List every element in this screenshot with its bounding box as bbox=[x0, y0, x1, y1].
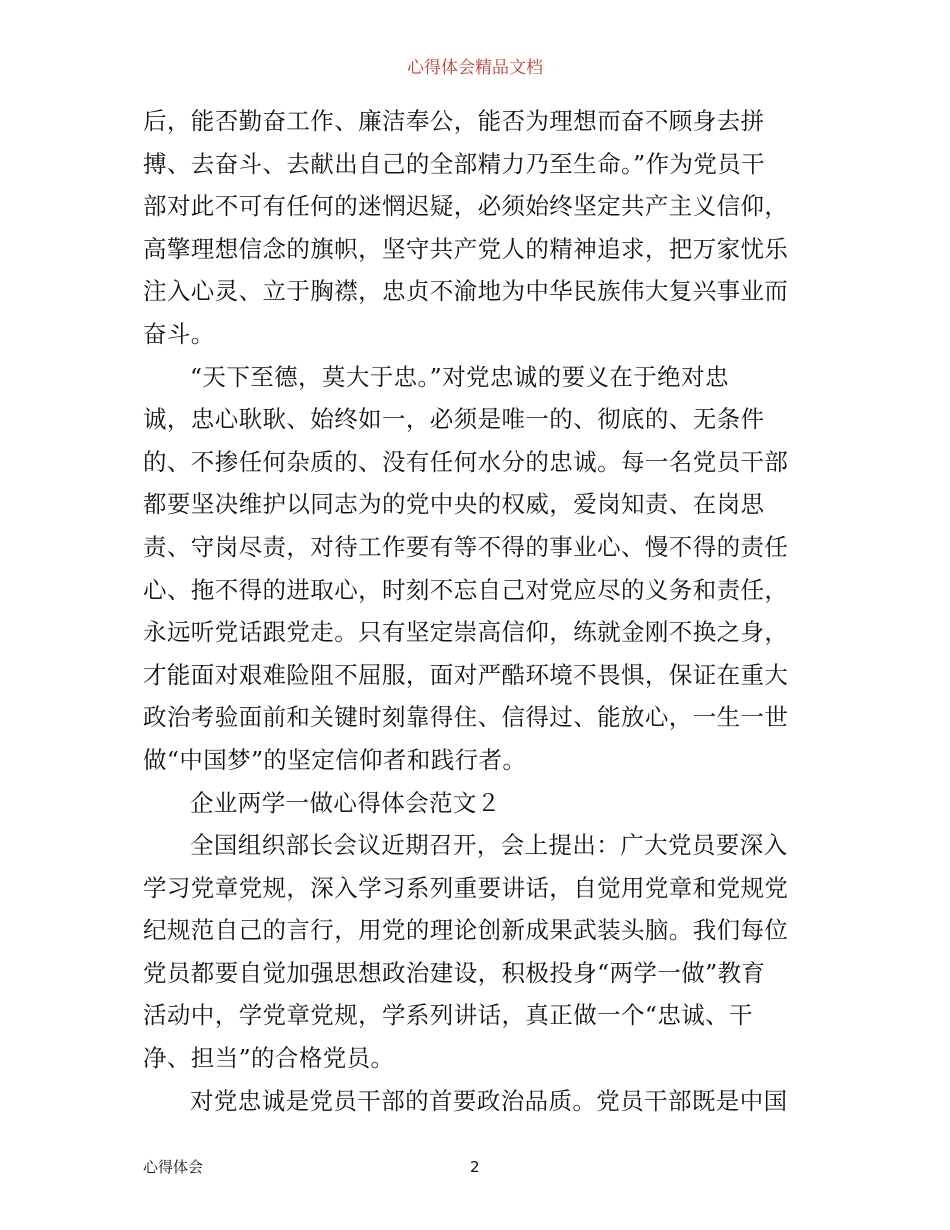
footer-label: 心得体会 bbox=[143, 1158, 204, 1176]
page-footer bbox=[143, 1156, 815, 1178]
body-line: 净、担当”的合格党员。 bbox=[143, 1044, 395, 1073]
body-line: 做“中国梦”的坚定信仰者和践行者。 bbox=[143, 745, 527, 774]
paragraph-start-line: “天下至德，莫大于忠。”对党忠诚的要义在于绝对忠 bbox=[190, 362, 729, 391]
body-line: 才能面对艰难险阻不屈服，面对严酷环境不畏惧，保证在重大 bbox=[143, 660, 789, 689]
section-heading: 企业两学一做心得体会范文２ bbox=[190, 788, 501, 817]
body-line: 搏、去奋斗、去献出自己的全部精力乃至生命。”作为党员干 bbox=[143, 149, 766, 178]
page-number: 2 bbox=[470, 1158, 480, 1176]
body-line: 活动中，学党章党规，学系列讲话，真正做一个“忠诚、干 bbox=[143, 1001, 753, 1030]
body-line: 心、拖不得的进取心，时刻不忘自己对党应尽的义务和责任， bbox=[143, 575, 789, 604]
body-line: 学习党章党规，深入学习系列重要讲话，自觉用党章和党规党 bbox=[143, 873, 789, 902]
body-line: 党员都要自觉加强思想政治建设，积极投身“两学一做”教育 bbox=[143, 958, 766, 987]
body-line: 责、守岗尽责，对待工作要有等不得的事业心、慢不得的责任 bbox=[143, 532, 789, 561]
body-line: 纪规范自己的言行，用党的理论创新成果武装头脑。我们每位 bbox=[143, 916, 789, 945]
body-line: 的、不掺任何杂质的、没有任何水分的忠诚。每一名党员干部 bbox=[143, 447, 789, 476]
body-line: 诚，忠心耿耿、始终如一，必须是唯一的、彻底的、无条件 bbox=[143, 405, 765, 434]
document-body bbox=[143, 100, 815, 1122]
body-line: 部对此不可有任何的迷惘迟疑，必须始终坚定共产主义信仰， bbox=[143, 192, 789, 221]
body-line: 都要坚决维护以同志为的党中央的权威，爱岗知责、在岗思 bbox=[143, 490, 765, 519]
body-line: 高擎理想信念的旗帜，坚守共产党人的精神追求，把万家忧乐 bbox=[143, 234, 789, 263]
body-line: 奋斗。 bbox=[143, 319, 215, 348]
body-line: 注入心灵、立于胸襟，忠贞不渝地为中华民族伟大复兴事业而 bbox=[143, 277, 789, 306]
page-header-title: 心得体会精品文档 bbox=[407, 58, 543, 78]
body-line: 后，能否勤奋工作、廉洁奉公，能否为理想而奋不顾身去拼 bbox=[143, 107, 765, 135]
paragraph-start-line: 对党忠诚是党员干部的首要政治品质。党员干部既是中国 bbox=[190, 1086, 788, 1115]
body-line: 政治考验面前和关键时刻靠得住、信得过、能放心，一生一世 bbox=[143, 703, 789, 732]
paragraph-start-line: 全国组织部长会议近期召开，会上提出：广大党员要深入 bbox=[190, 831, 788, 860]
body-line: 永远听党话跟党走。只有坚定崇高信仰，练就金刚不换之身， bbox=[143, 618, 789, 647]
